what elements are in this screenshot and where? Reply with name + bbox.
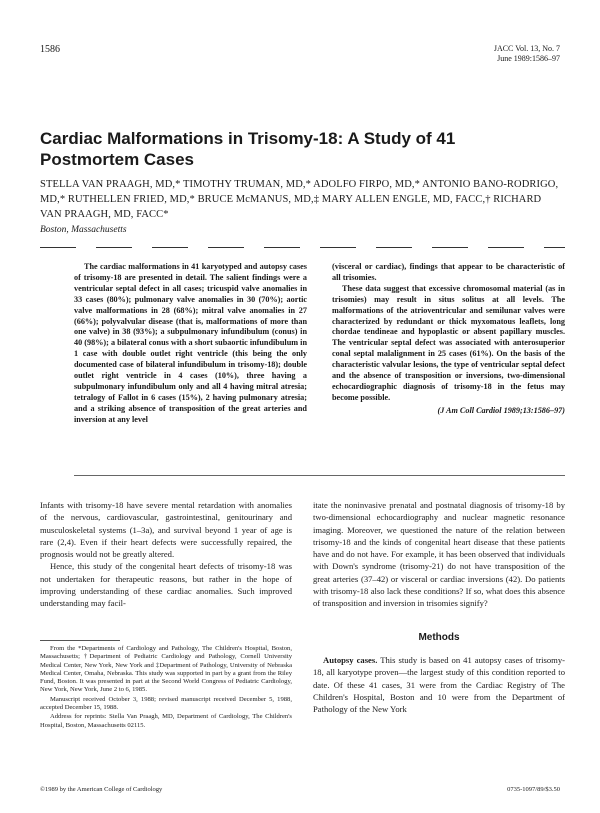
- body-paragraph: Infants with trisomy-18 have severe mental retardation with anomalies of the nervous, cardiovascular, gastrointestinal, genitourinary and musculoskeletal systems (1–3a), and survival beyond 1 year of age is rare (2,4). Even if their heart defects were successfully repaired, the prognosis would not be greatly altered.: [40, 500, 292, 560]
- methods-text: This study is based on 41 autopsy cases of trisomy-18, all karyotype proven—the largest study of this condition reported to date. Of these 41 cases, 31 were from the Cardiac Registry of The Children's Hospital, Boston and 10 were from the Department of Pathology of the New York: [313, 654, 565, 715]
- body-paragraph: itate the noninvasive prenatal and postnatal diagnosis of trisomy-18 by two-dimensional echocardiography and nuclear magnetic resonance imaging. Moreover, we questioned the nature of the relation between trisomy-18 and the kinds of congenital heart disease that these patients have and do not have. For example, it has been observed that individuals with Down's syndrome (trisomy-21) do not have transposition of the great arteries (37–42) or visceral or cardiac inversions (42). Do patients with trisomy-18 also lack these conditions? If so, what does this absence of transposition and inversion in trisomies signify?: [313, 500, 565, 609]
- article-title: Cardiac Malformations in Trisomy-18: A Study of 41 Postmortem Cases: [40, 129, 456, 169]
- methods-heading: Methods: [418, 631, 460, 643]
- abstract-paragraph: (visceral or cardiac), findings that appear to be characteristic of all trisomies.: [332, 262, 565, 282]
- section-divider-dashes: [40, 247, 565, 249]
- abstract-paragraph: The cardiac malformations in 41 karyotyped and autopsy cases of trisomy-18 are presented in detail. The salient findings were a ventricular septal defect in all cases; tricuspid valve anomalies in 33 cases (80%); pulmonary valve anomalies in 30 (70%); aortic valve malformations in 28 (68%); mitral valve anomalies in 27 (66%); polyvalvular disease (that is, malformations of more than one valve) in 38 (93%); a subpulmonary infundibulum (conus) in 40 (98%); a bilateral conus with a short subaortic infundibulum in 1 case with double outlet right ventricle (this being the only documented case of bilateral infundibulum in trisomy-18); double outlet right ventricle in 4 cases (10%), three having a subpulmonary infundibulum only and all 4 having mitral atresia; tetralogy of Fallot in 6 cases (15%), 2 having pulmonary atresia; and a striking absence of transposition of the great arteries and inversion at any level: [74, 262, 307, 424]
- footnote-rule: [40, 640, 120, 641]
- copyright-notice: ©1989 by the American College of Cardiology: [40, 786, 163, 793]
- abstract-bottom-rule: [74, 475, 565, 476]
- footnotes: [40, 645, 292, 731]
- abstract-citation: (J Am Coll Cardiol 1989;13:1586–97): [437, 405, 565, 415]
- footnote-reprints: Address for reprints: Stella Van Praagh, MD, Department of Cardiology, The Children's Hospital, Boston, Massachusetts 02115.: [40, 713, 292, 729]
- author-list: STELLA VAN PRAAGH, MD,* TIMOTHY TRUMAN, MD,* ADOLFO FIRPO, MD,* ANTONIO BANO-RODRIGO, MD,* RUTHELLEN FRIED, MD,* BRUCE McMANUS, MD,‡ MARY ALLEN ENGLE, MD, FACC,† RICHARD VAN PRAAGH, MD, FACC*: [40, 179, 559, 220]
- body-paragraph: Hence, this study of the congenital heart defects of trisomy-18 was not undertaken for therapeutic reasons, but rather in the hope of improving understanding of these cardiac anomalies. Such improved understanding may facil-: [40, 561, 292, 609]
- right-body-column: [313, 499, 565, 715]
- journal-reference: [494, 44, 560, 64]
- issn-code: 0735-1097/89/$3.50: [507, 786, 560, 793]
- introduction-column: [40, 499, 292, 610]
- abstract-right-column: [332, 262, 565, 417]
- author-location: Boston, Massachusetts: [40, 225, 127, 235]
- abstract-left-column: [74, 262, 307, 426]
- methods-runin-heading: Autopsy cases.: [323, 654, 378, 665]
- journal-date-pages: June 1989:1586–97: [497, 54, 560, 63]
- methods-paragraph: [313, 654, 565, 715]
- page-number: 1586: [40, 44, 60, 55]
- footnote-manuscript-dates: Manuscript received October 3, 1988; revised manuscript received December 5, 1988, accepted December 15, 1988.: [40, 695, 292, 712]
- abstract-paragraph: These data suggest that excessive chromosomal material (as in trisomies) may result in situs solitus at all levels. The malformations of the atrioventricular and semilunar valves were characterized by redundant or thick myxomatous leaflets, long chordae tendineae and hypoplastic or absent papillary muscles. The ventricular septal defect was associated with anterosuperior conal septal malalignment in 25 cases (61%). On the basis of the characteristic valvular lesions, the type of ventricular septal defect and the absence of transposition or inversions, two-dimensional echocardiographic diagnosis of trisomy-18 in the fetus may become possible.: [332, 283, 565, 402]
- footnote-affiliations: From the *Departments of Cardiology and Pathology, The Children's Hospital, Boston, Massachusetts; †Department of Pediatric Cardiology and Pathology, Cornell University Medical Center, New York, New York and ‡Department of Pathology, University of Nebraska Medical Center, Omaha, Nebraska. This study was supported in part by a grant from the Riley Fund, Boston. It was presented in part at the Second World Congress of Pediatric Cardiology, New York, New York, June 2 to 6, 1985.: [40, 645, 292, 694]
- journal-volume: JACC Vol. 13, No. 7: [493, 44, 560, 53]
